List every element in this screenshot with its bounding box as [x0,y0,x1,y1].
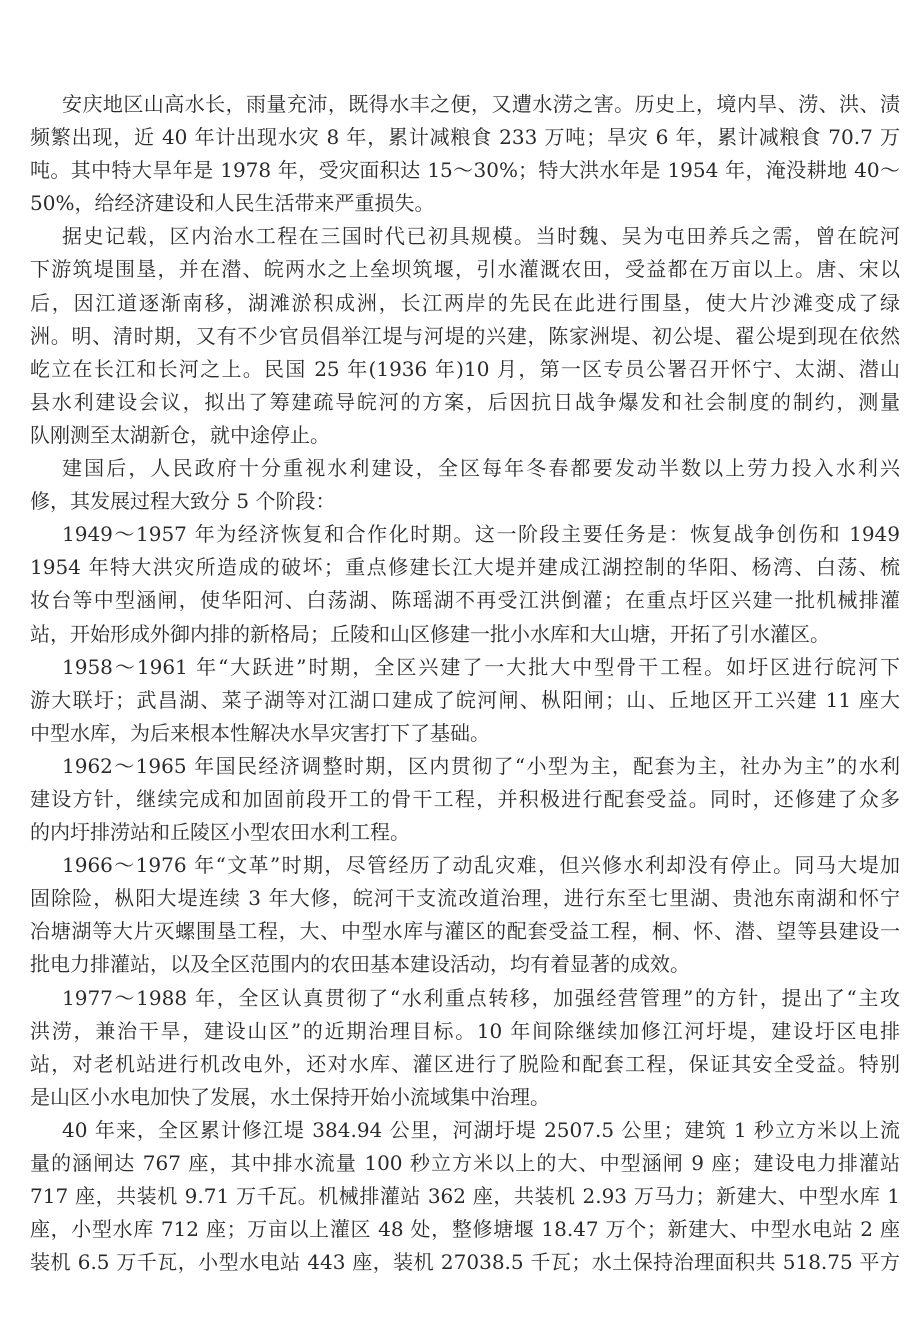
paragraph [30,750,900,849]
paragraph [30,88,900,220]
text-line: 修，其发展过程大致分 5 个阶段： [30,489,336,514]
paragraph [30,651,900,750]
text-line: 吨。其中特大旱年是 1978 年，受灾面积达 15～30%；特大洪水年是 1954 年，淹没耕地 40～ [30,158,900,183]
text-line: 50%，给经济建设和人民生活带来严重损失。 [30,191,435,216]
text-line: 建设方针，继续完成和加固前段开工的骨干工程，并积极进行配套受益。同时，还修建了众多 [30,786,900,811]
text-line: 量的涵闸达 767 座，其中排水流量 100 秒立方米以上的大、中型涵闸 9 座；建设电力排灌站 [30,1151,900,1175]
text-line: 据史记载，区内治水工程在三国时代已初具规模。当时魏、吴为屯田养兵之需，曾在皖河 [62,224,900,249]
text-line: 的内圩排涝站和丘陵区小型农田水利工程。 [30,820,410,845]
text-line: 站，对老机站进行机改电外，还对水库、灌区进行了脱险和配套工程，保证其安全受益。特别 [30,1051,900,1076]
paragraph [30,982,900,1114]
text-line: 冶塘湖等大片灭螺围垦工程，大、中型水库与灌区的配套受益工程，桐、怀、潜、望等县建设一 [30,919,900,944]
text-line: 717 座，共装机 9.71 万千瓦。机械排灌站 362 座，共装机 2.93 万马力；新建大、中型水库 1 [30,1184,900,1209]
text-line: 建国后，人民政府十分重视水利建设，全区每年冬春都要发动半数以上劳力投入水利兴 [62,456,900,481]
text-line: 站，开始形成外御内排的新格局；丘陵和山区修建一批小水库和大山塘，开拓了引水灌区。 [30,621,830,646]
paragraph [30,220,900,452]
text-line: 1977～1988 年，全区认真贯彻了“水利重点转移，加强经营管理”的方针，提出了“主攻 [62,985,900,1010]
text-line: 1958～1961 年“大跃进”时期，全区兴建了一大批大中型骨干工程。如圩区进行皖河下 [62,654,900,679]
text-line: 队刚测至太湖新仓，就中途停止。 [30,422,330,447]
document-page [30,88,900,1279]
text-line: 后，因江道逐渐南移，湖滩淤积成洲，长江两岸的先民在此进行围垦，使大片沙滩变成了绿 [30,290,900,315]
text-line: 是山区小水电加快了发展，水土保持开始小流域集中治理。 [30,1084,550,1109]
text-line: 县水利建设会议，拟出了筹建疏导皖河的方案，后因抗日战争爆发和社会制度的制约，测量 [30,389,900,414]
text-line: 安庆地区山高水长，雨量充沛，既得水丰之便，又遭水涝之害。历史上，境内旱、涝、洪、渍 [62,92,900,116]
text-line: 固除险，枞阳大堤连续 3 年大修，皖河干支流改道治理，进行东至七里湖、贵池东南湖和怀宁 [30,886,900,911]
text-line: 1962～1965 年国民经济调整时期，区内贯彻了“小型为主，配套为主，社办为主”的水利 [62,753,900,778]
text-line: 批电力排灌站，以及全区范围内的农田基本建设活动，均有着显著的成效。 [30,952,690,977]
text-line: 频繁出现，近 40 年计出现水灾 8 年，累计减粮食 233 万吨；旱灾 6 年，累计减粮食 70.7 万 [30,125,900,150]
text-line: 1949～1957 年为经济恢复和合作化时期。这一阶段主要任务是：恢复战争创伤和 1949 [62,522,900,547]
text-line: 1966～1976 年“文革”时期，尽管经历了动乱灾难，但兴修水利却没有停止。同马大堤加 [62,853,900,878]
text-line: 下游筑堤围垦，并在潜、皖两水之上垒坝筑堰，引水灌溉农田，受益都在万亩以上。唐、宋以 [30,257,900,282]
text-line: 1954 年特大洪灾所造成的破坏；重点修建长江大堤并建成江湖控制的华阳、杨湾、白荡、梳 [30,555,900,580]
text-line: 游大联圩；武昌湖、菜子湖等对江湖口建成了皖河闸、枞阳闸；山、丘地区开工兴建 11 座大 [30,687,900,712]
paragraph [30,1114,900,1279]
text-line: 屹立在长江和长河之上。民国 25 年(1936 年)10 月，第一区专员公署召开怀宁、太湖、潜山 [30,356,900,381]
text-line: 装机 6.5 万千瓦，小型水电站 443 座，装机 27038.5 千瓦；水土保持治理面积共 518.75 平方 [30,1250,900,1275]
text-line: 座，小型水库 712 座；万亩以上灌区 48 处，整修塘堰 18.47 万个；新建大、中型水电站 2 座 [30,1217,900,1242]
text-line: 洲。明、清时期，又有不少官员倡举江堤与河堤的兴建，陈家洲堤、初公堤、翟公堤到现在依然 [30,323,900,348]
text-line: 妆台等中型涵闸，使华阳河、白荡湖、陈瑶湖不再受江洪倒灌；在重点圩区兴建一批机械排灌 [30,588,900,613]
text-line: 洪涝，兼治干旱，建设山区”的近期治理目标。10 年间除继续加修江河圩堤，建设圩区电排 [30,1018,900,1043]
text-line: 中型水库，为后来根本性解决水旱灾害打下了基础。 [30,720,490,745]
paragraph [30,452,900,518]
text-line: 40 年来，全区累计修江堤 384.94 公里，河湖圩堤 2507.5 公里；建筑 1 秒立方米以上流 [62,1117,900,1142]
paragraph [30,849,900,981]
paragraph [30,518,900,650]
